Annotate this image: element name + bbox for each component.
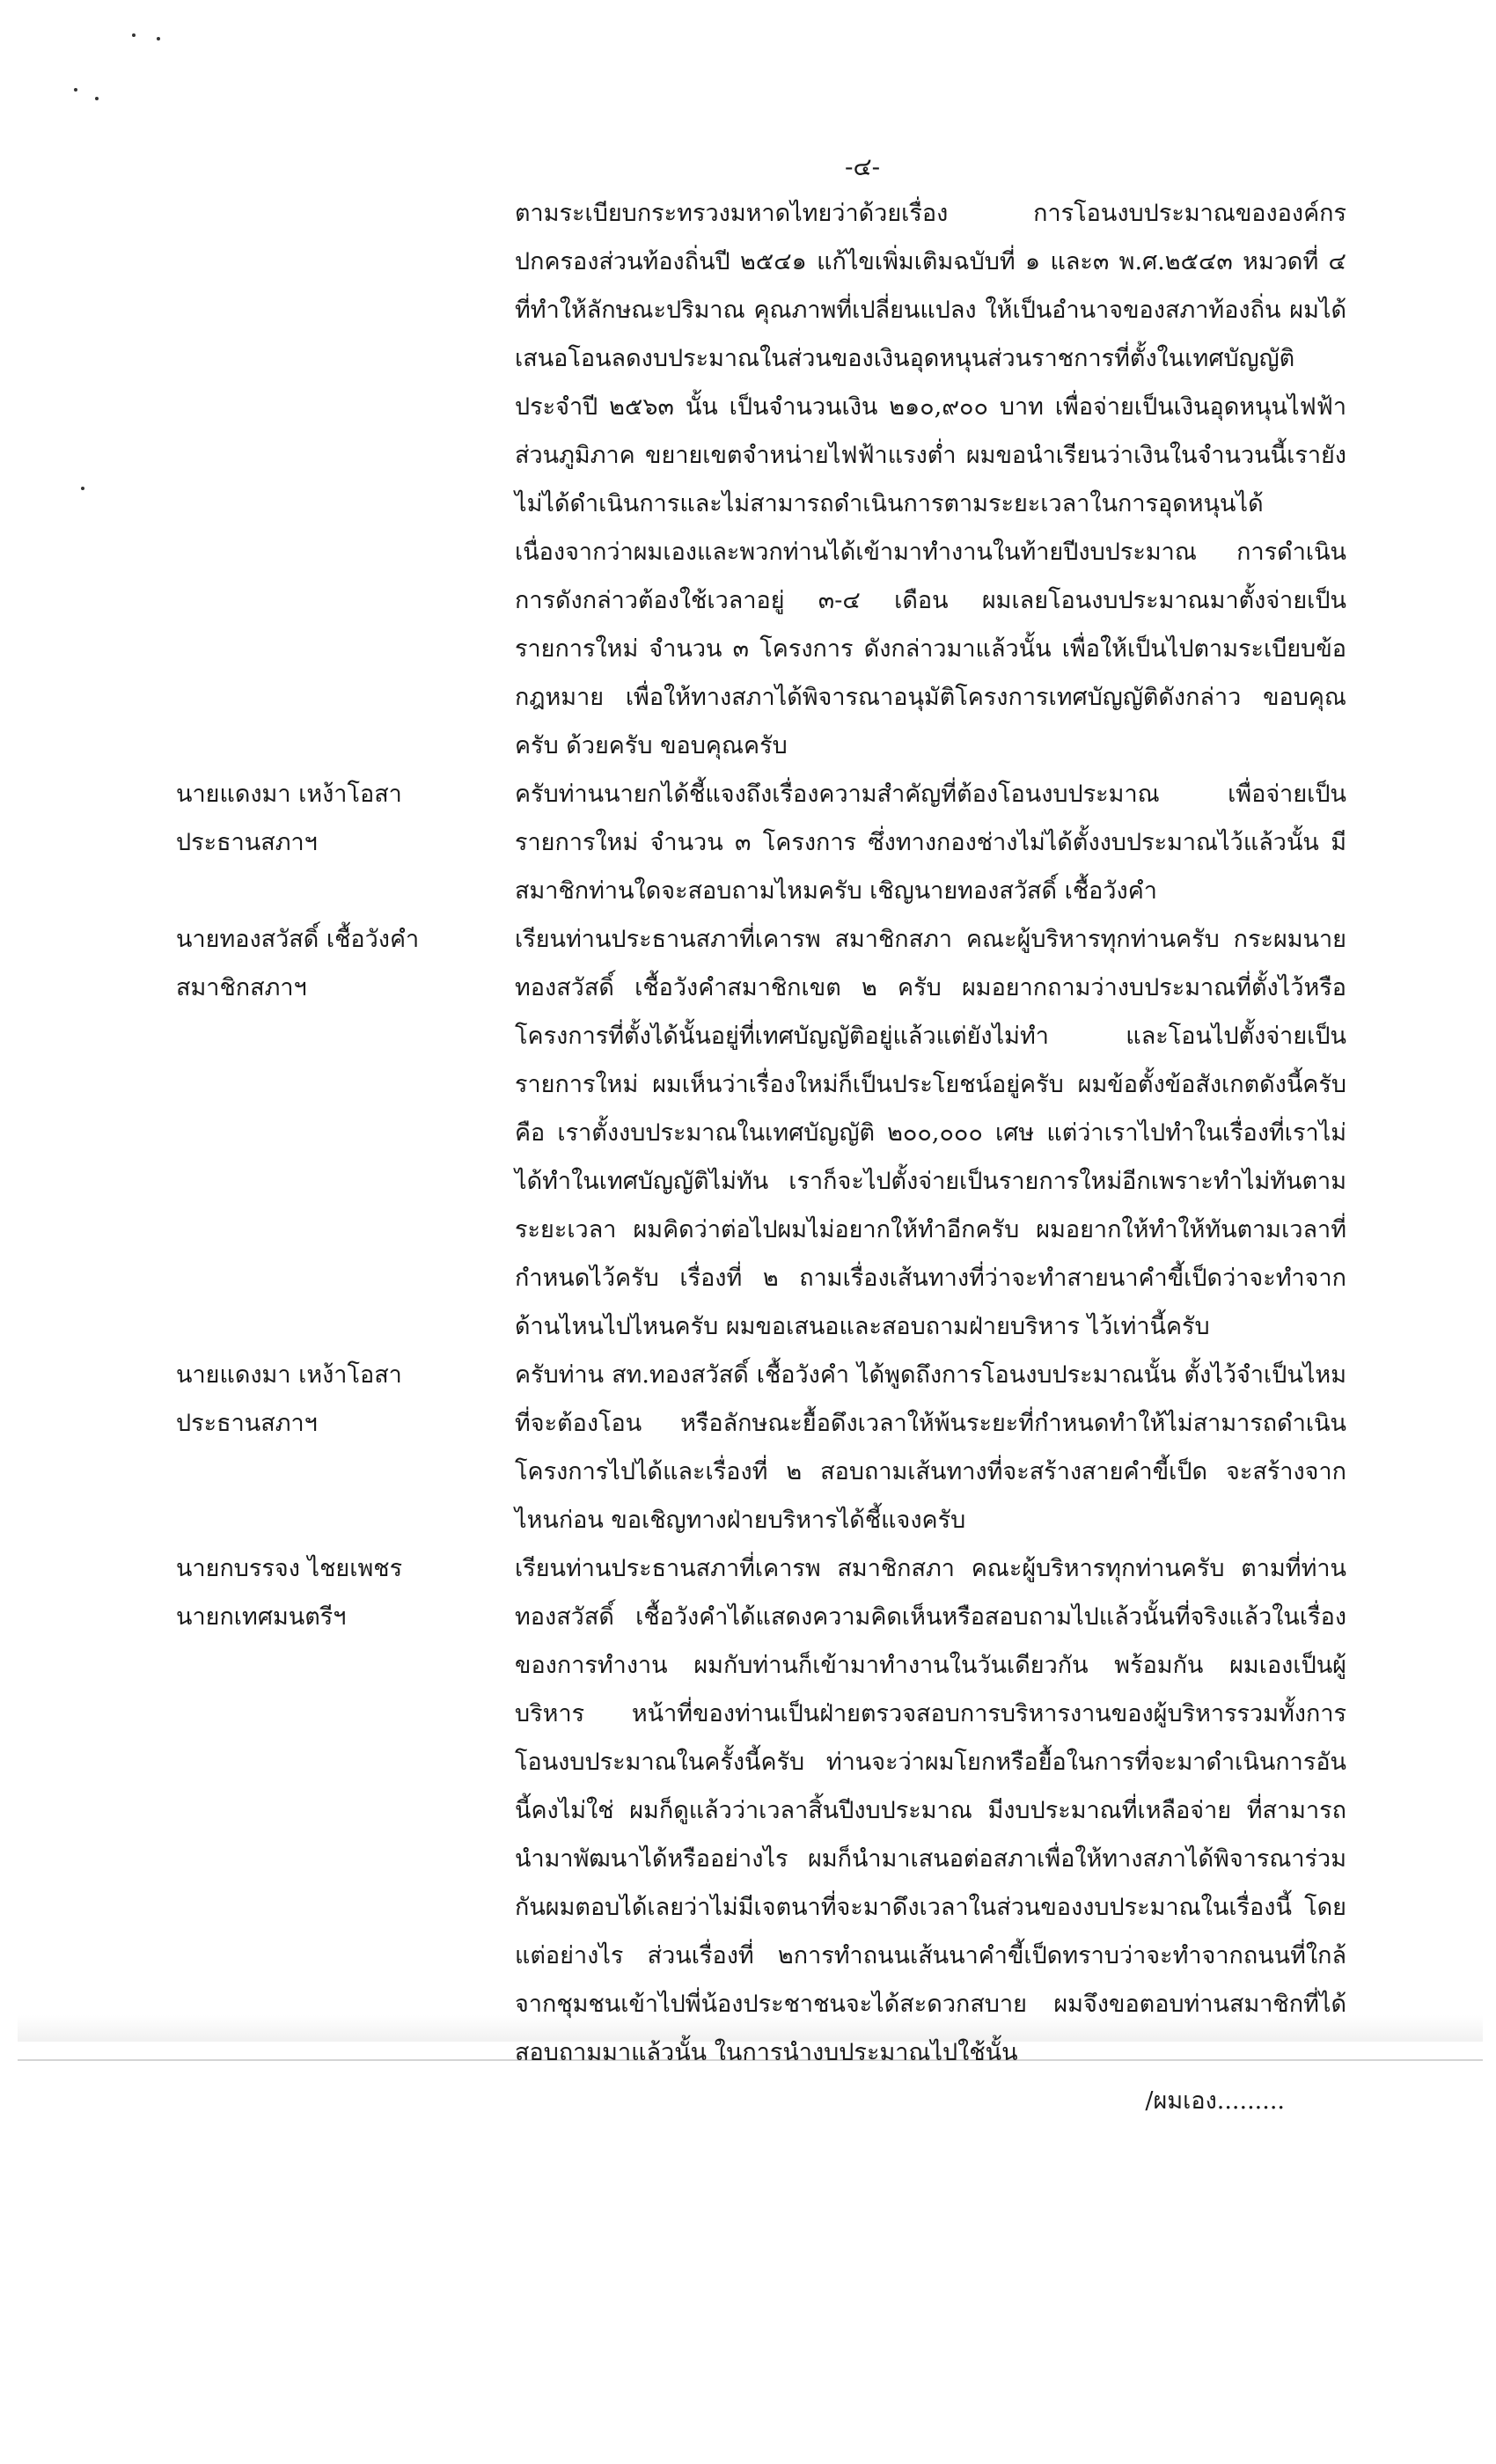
speaker-block [176, 915, 458, 1012]
continuation-marker: /ผมเอง......... [1145, 2087, 1285, 2115]
speaker-block [176, 1351, 458, 1448]
scan-speck [157, 37, 160, 40]
speaker-entry [176, 1351, 1346, 1544]
speaker-name: นายทองสวัสดิ์ เชื้อวังคำ [176, 926, 420, 953]
speaker-name: นายแดงมา เหง้าโอสา [176, 1361, 402, 1389]
page-number: -๔- [845, 152, 881, 181]
speaker-name: นายกบรรจง ไชยเพชร [176, 1555, 403, 1582]
speech-text: เรียนท่านประธานสภาที่เคารพ สมาชิกสภา คณะผู้บริหารทุกท่านครับ กระผมนายทองสวัสดิ์ เชื้อวังคำสมาชิกเขต ๒ ครับ ผมอยากถามว่างบประมาณที่ตั้งไว้หรือโครงการที่ตั้งได้นั้นอยู่ที่เทศบัญญัติอยู่แล้วแต่ยังไม่ทำ และโอนไปตั้งจ่ายเป็นรายการใหม่ ผมเห็นว่าเรื่องใหม่ก็เป็นประโยชน์อยู่ครับ ผมข้อตั้งข้อสังเกตดังนี้ครับ คือ เราตั้งงบประมาณในเทศบัญญัติ ๒๐๐,๐๐๐ เศษ แต่ว่าเราไปทำในเรื่องที่เราไม่ได้ทำในเทศบัญญัติไม่ทัน เราก็จะไปตั้งจ่ายเป็นรายการใหม่อีกเพราะทำไม่ทันตามระยะเวลา ผมคิดว่าต่อไปผมไม่อยากให้ทำอีกครับ ผมอยากให้ทำให้ทันตามเวลาที่กำหนดไว้ครับ เรื่องที่ ๒ ถามเรื่องเส้นทางที่ว่าจะทำสายนาคำขี้เป็ดว่าจะทำจากด้านไหนไปไหนครับ ผมขอเสนอและสอบถามฝ่ายบริหาร ไว้เท่านี้ครับ [515, 926, 1346, 1340]
speaker-role: สมาชิกสภาฯ [176, 974, 307, 1001]
speech-text: ครับท่านนายกได้ชี้แจงถึงเรื่องความสำคัญที่ต้องโอนงบประมาณ เพื่อจ่ายเป็นรายการใหม่ จำนวน ๓ โครงการ ซึ่งทางกองช่างไม่ได้ตั้งงบประมาณไว้แล้วนั้น มีสมาชิกท่านใดจะสอบถามไหมครับ เชิญนายทองสวัสดิ์ เชื้อวังคำ [515, 781, 1346, 905]
scan-speck [74, 88, 77, 92]
speaker-entry [176, 770, 1346, 915]
speaker-entry [176, 915, 1346, 1351]
speaker-block [176, 770, 458, 867]
intro-paragraph: ตามระเบียบกระทรวงมหาดไทยว่าด้วยเรื่อง การโอนงบประมาณขององค์กรปกครองส่วนท้องถิ่นปี ๒๕๔๑ แก้ไขเพิ่มเติมฉบับที่ ๑ และ๓ พ.ศ.๒๕๔๓ หมวดที่ ๔ ที่ทำให้ลักษณะปริมาณ คุณภาพที่เปลี่ยนแปลง ให้เป็นอำนาจของสภาท้องถิ่น ผมได้เสนอโอนลดงบประมาณในส่วนของเงินอุดหนุนส่วนราชการที่ตั้งในเทศบัญญัติประจำปี ๒๕๖๓ นั้น เป็นจำนวนเงิน ๒๑๐,๙๐๐ บาท เพื่อจ่ายเป็นเงินอุดหนุนไฟฟ้าส่วนภูมิภาค ขยายเขตจำหน่ายไฟฟ้าแรงต่ำ ผมขอนำเรียนว่าเงินในจำนวนนี้เรายังไม่ได้ดำเนินการและไม่สามารถดำเนินการตามระยะเวลาในการอุดหนุนได้ เนื่องจากว่าผมเองและพวกท่านได้เข้ามาทำงานในท้ายปีงบประมาณ การดำเนินการดังกล่าวต้องใช้เวลาอยู่ ๓-๔ เดือน ผมเลยโอนงบประมาณมาตั้งจ่ายเป็นรายการใหม่ จำนวน ๓ โครงการ ดังกล่าวมาแล้วนั้น เพื่อให้เป็นไปตามระเบียบข้อกฎหมาย เพื่อให้ทางสภาได้พิจารณาอนุมัติโครงการเทศบัญญัติดังกล่าว ขอบคุณครับ ด้วยครับ ขอบคุณครับ [515, 200, 1346, 759]
speech-text: เรียนท่านประธานสภาที่เคารพ สมาชิกสภา คณะผู้บริหารทุกท่านครับ ตามที่ท่านทองสวัสดิ์ เชื้อวังคำได้แสดงความคิดเห็นหรือสอบถามไปแล้วนั้นที่จริงแล้วในเรื่องของการทำงาน ผมกับท่านก็เข้ามาทำงานในวันเดียวกัน พร้อมกัน ผมเองเป็นผู้บริหาร หน้าที่ของท่านเป็นฝ่ายตรวจสอบการบริหารงานของผู้บริหารรวมทั้งการโอนงบประมาณในครั้งนี้ครับ ท่านจะว่าผมโยกหรือยื้อในการที่จะมาดำเนินการอันนี้คงไม่ใช่ ผมก็ดูแล้วว่าเวลาสิ้นปีงบประมาณ มีงบประมาณที่เหลือจ่าย ที่สามารถนำมาพัฒนาได้หรืออย่างไร ผมก็นำมาเสนอต่อสภาเพื่อให้ทางสภาได้พิจารณาร่วมกันผมตอบได้เลยว่าไม่มีเจตนาที่จะมาดึงเวลาในส่วนของงบประมาณในเรื่องนี้ โดยแต่อย่างไร ส่วนเรื่องที่ ๒การทำถนนเส้นนาคำขี้เป็ดทราบว่าจะทำจากถนนที่ใกล้จากชุมชนเข้าไปพี่น้องประชาชนจะได้สะดวกสบาย ผมจึงขอตอบท่านสมาชิกที่ได้สอบถามมาแล้วนั้น ในการนำงบประมาณไปใช้นั้น [515, 1555, 1346, 2066]
scan-speck [81, 487, 84, 490]
speaker-block [176, 1544, 458, 1641]
speaker-role: นายกเทศมนตรีฯ [176, 1603, 347, 1631]
speaker-role: ประธานสภาฯ [176, 829, 318, 856]
minutes-page [176, 189, 1346, 2125]
speaker-role: ประธานสภาฯ [176, 1410, 318, 1437]
speech-text: ครับท่าน สท.ทองสวัสดิ์ เชื้อวังคำ ได้พูดถึงการโอนงบประมาณนั้น ตั้งไว้จำเป็นไหมที่จะต้องโอน หรือลักษณะยื้อดึงเวลาให้พ้นระยะที่กำหนดทำให้ไม่สามารถดำเนินโครงการไปได้และเรื่องที่ ๒ สอบถามเส้นทางที่จะสร้างสายคำขี้เป็ด จะสร้างจากไหนก่อน ขอเชิญทางฝ่ายบริหารได้ชี้แจงครับ [515, 1361, 1346, 1534]
scan-speck [95, 97, 99, 100]
speaker-entry [176, 1544, 1346, 2077]
scan-speck [132, 33, 136, 37]
speaker-name: นายแดงมา เหง้าโอสา [176, 781, 402, 808]
